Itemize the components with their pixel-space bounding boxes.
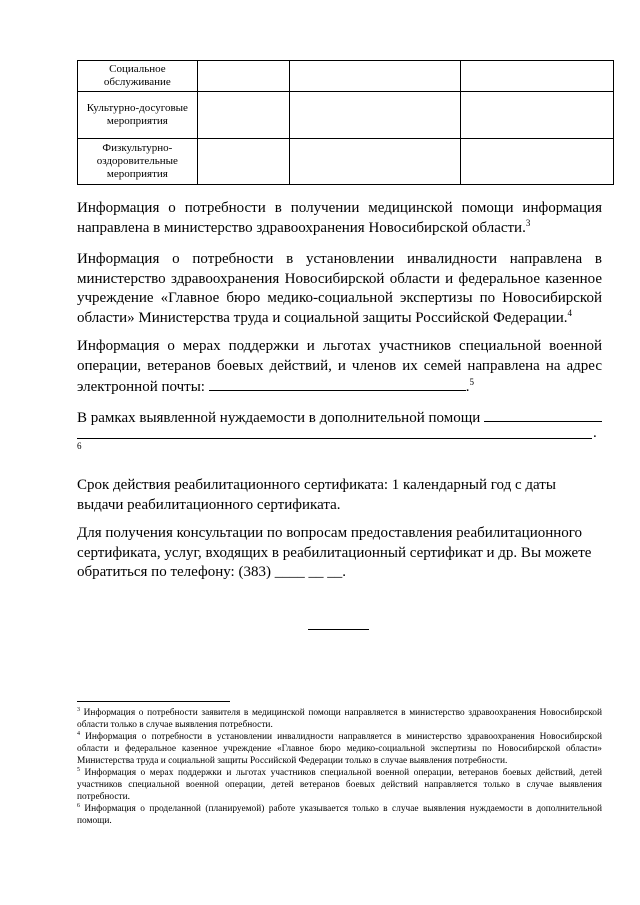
paragraph-end: . (593, 425, 597, 441)
table-cell (460, 139, 613, 185)
medical-info-paragraph (77, 199, 602, 238)
footnote-item (77, 707, 602, 731)
table-row-label: Физкультурно-оздоровительные мероприятия (78, 139, 198, 185)
paragraph-text: В рамках выявленной нуждаемости в дополнительной помощи (77, 410, 481, 426)
paragraph-text: Для получения консультации по вопросам предоставления реабилитационного сертификата, услуг, входящих в реабилитационный сертификат и др. Вы можете обратиться по телефону: (77, 525, 592, 580)
disability-info-paragraph (77, 250, 602, 328)
table-cell (290, 139, 461, 185)
paragraph-text: Информация о потребности в установлении инвалидности направлена в министерство здравоохранения Новосибирской области и федеральное казенное учреждение «Главное бюро медико-социальной экспертизы по Новосибирской области» Министерства труда и социальной защиты Российской Федерации. (77, 251, 602, 326)
footnote-ref: 5 (469, 377, 474, 387)
table-cell (197, 92, 289, 139)
table-cell (460, 61, 613, 92)
footnote-mark: 6 (77, 802, 80, 809)
email-blank-field (209, 376, 466, 391)
paragraph-text: Информация о мерах поддержки и льготах участников специальной военной операции, ветеранов боевых действий, и членов их семей направлена на адрес электронной почты: (77, 338, 602, 395)
footnote-text: Информация о мерах поддержки и льготах участников специальной военной операции, ветеранов боевых действий, детей участников специальной военной операции, детей ветеранов боевых действий направляется только в случае выявления потребности. (77, 768, 603, 802)
table-row (78, 61, 614, 92)
table-cell (290, 61, 461, 92)
footnote-text: Информация о проделанной (планируемой) работе указывается только в случае выявления нуждаемости в дополнительной помощи. (77, 804, 603, 826)
footnote-text: Информация о потребности в установлении инвалидности направляется в министерство здравоохранения Новосибирской области и федеральное казенное учреждение «Главное бюро медико-социальной экспертизы по Новосибирской области» Министерства труда и социальной защиты Российской Федерации только в случае выявления потребности. (77, 732, 603, 766)
footnote-ref: 3 (525, 217, 531, 228)
additional-help-blank-field (484, 407, 602, 422)
additional-help-blank-line (77, 438, 592, 439)
paragraph-end: . (465, 379, 470, 395)
services-table (77, 60, 614, 185)
footnote-separator (77, 701, 230, 702)
table-cell (197, 139, 289, 185)
paragraph-text: Информация о потребности в получении медицинской помощи информация направлена в министерство здравоохранения Новосибирской области. (77, 200, 602, 236)
table-cell (197, 61, 289, 92)
phone-number: (383) ____ __ __. (238, 564, 346, 580)
additional-help-paragraph (77, 407, 607, 429)
footnote-item (77, 767, 602, 803)
footnote-mark: 4 (77, 730, 80, 737)
consultation-paragraph (77, 524, 602, 583)
footnote-item (77, 803, 602, 827)
support-measures-paragraph (77, 337, 602, 398)
footnotes (77, 707, 602, 827)
table-cell (460, 92, 613, 139)
footnote-text: Информация о потребности заявителя в медицинской помощи направляется в министерство здравоохранения Новосибирской области только в случае выявления потребности. (77, 708, 602, 730)
footnote-ref: 6 (77, 441, 82, 451)
footnote-mark: 5 (77, 766, 80, 773)
table-row (78, 139, 614, 185)
footnote-mark: 3 (77, 706, 80, 713)
divider (308, 629, 369, 630)
footnote-item (77, 731, 602, 767)
table-row-label: Культурно-досуговые мероприятия (78, 92, 198, 139)
table-row (78, 92, 614, 139)
certificate-validity-paragraph: Срок действия реабилитационного сертификата: 1 календарный год с даты выдачи реабилитационного сертификата. (77, 477, 556, 513)
footnote-ref: 4 (567, 307, 573, 318)
table-cell (290, 92, 461, 139)
table-row-label: Социальное обслуживание (78, 61, 198, 92)
